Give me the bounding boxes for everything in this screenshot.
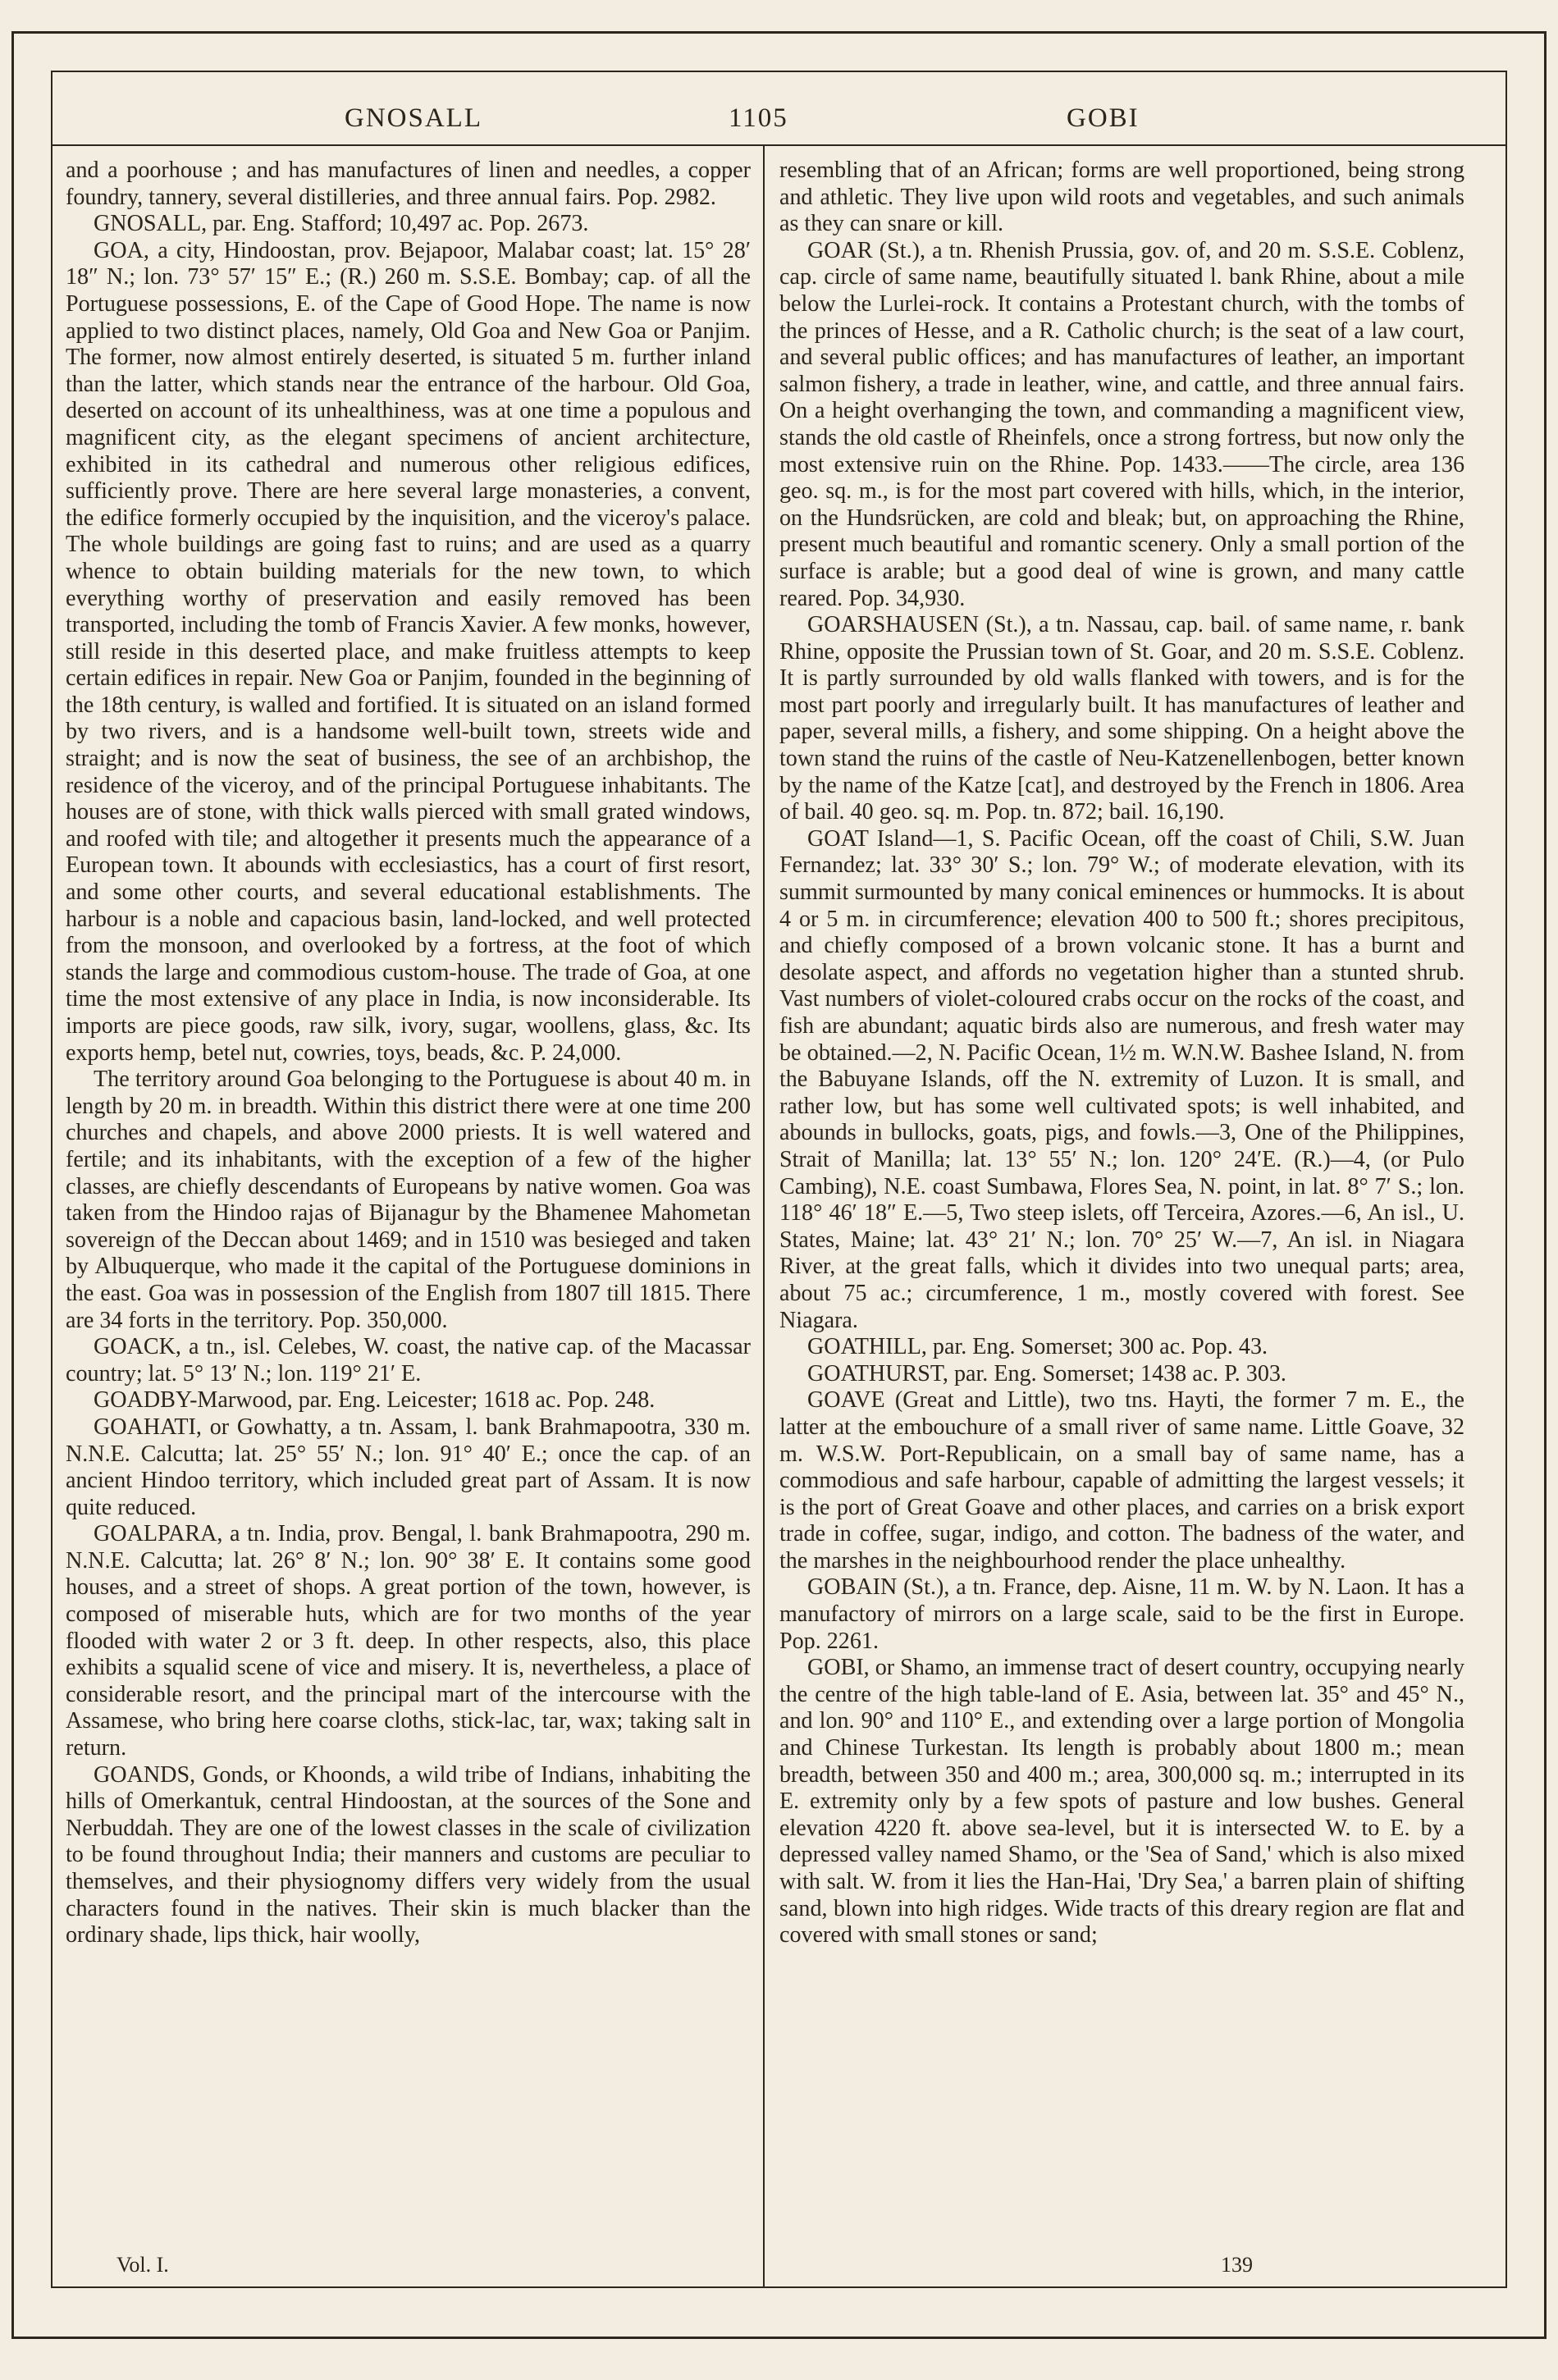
entry-headword: GOACK, [94, 1334, 181, 1360]
column-divider [763, 146, 765, 2287]
gazetteer-entry [779, 1334, 1464, 1361]
entry-text: and a poorhouse ; and has manufactures of linen and needles, a copper foundry, tannery, several distilleries, and three annual fairs. Pop. 2982. [66, 158, 751, 210]
entry-headword: GOALPARA, [94, 1521, 223, 1547]
entry-text: (St.), a tn. Rhenish Prussia, gov. of, and 20 m. S.S.E. Coblenz, cap. circle of same name, beautifully situated l. bank Rhine, about a mile below the Lurlei-rock. It contains a Protestant church, with the tombs of the princes of Hesse, and a R. Catholic church; is the seat of a law court, and several public offices; and has manufactures of leather, an important salmon fishery, a trade in leather, wine, and cattle, and three annual fairs. On a height overhanging the town, and commanding a magnificent view, stands the old castle of Rheinfels, once a strong fortress, but now only the most extensive ruin on the Rhine. Pop. 1433.——The circle, area 136 geo. sq. m., is for the most part covered with hills, which, in the interior, on the Hundsrücken, are cold and bleak; but, on approaching the Rhine, present much beautiful and romantic scenery. Only a small portion of the surface is arable; but a good deal of wine is grown, and many cattle reared. Pop. 34,930. [779, 237, 1464, 611]
gazetteer-entry [66, 1762, 751, 1949]
gazetteer-entry [66, 1414, 751, 1521]
running-head-left: GNOSALL [345, 103, 482, 133]
header-rule [51, 144, 1507, 146]
entry-text: a tn. India, prov. Bengal, l. bank Brahmapootra, 290 m. N.N.E. Calcutta; lat. 26° 8′ N.; lon. 90° 38′ E. It contains some good houses, and a street of shops. A great portion of the town, however, is composed of miserable huts, which are for two months of the year flooded with water 2 or 3 ft. deep. In other respects, also, this place exhibits a squalid scene of vice and misery. It is, nevertheless, a place of considerable resort, and the principal mart of the intercourse with the Assamese, who bring here coarse cloths, stick-lac, tar, wax; taking salt in return. [66, 1521, 751, 1761]
entry-text: The territory around Goa belonging to the Portuguese is about 40 m. in length by 20 m. in breadth. Within this district there were at one time 200 churches and chapels, and above 2000 priests. It is well watered and fertile; and its inhabitants, with the exception of a few of the higher classes, are chiefly descendants of Europeans by native women. Goa was taken from the Hindoo rajas of Bijanagur by the Bhamenee Mahometan sovereign of the Deccan about 1469; and in 1510 was besieged and taken by Albuquerque, who made it the capital of the Portuguese dominions in the east. Goa was in possession of the English from 1807 till 1815. There are 34 forts in the territory. Pop. 350,000. [66, 1067, 751, 1333]
gazetteer-entry [779, 1655, 1464, 1949]
gazetteer-entry [66, 158, 751, 211]
volume-signature: Vol. I. [117, 2253, 169, 2277]
gazetteer-entry [779, 158, 1464, 238]
entry-text: Gonds, or Khoonds, a wild tribe of Indians, inhabiting the hills of Omerkantuk, central Hindoostan, at the sources of the Sone and Nerbuddah. They are one of the lowest classes in the scale of civilization to be found throughout India; their manners and customs are peculiar to themselves, and their physiognomy differs very widely from the usual characters found in the natives. Their skin is much blacker than the ordinary shade, lips thick, hair woolly, [66, 1761, 751, 1948]
gazetteer-entry [66, 211, 751, 238]
entry-headword: GNOSALL, [94, 211, 208, 237]
gazetteer-entry [779, 1361, 1464, 1388]
gazetteer-entry [66, 1521, 751, 1761]
gazetteer-entry [779, 612, 1464, 826]
sheet-folio: 139 [1221, 2253, 1253, 2277]
gazetteer-entry [779, 1387, 1464, 1574]
entry-headword: GOAVE [807, 1387, 885, 1414]
gazetteer-entry [779, 826, 1464, 1334]
right-column [779, 158, 1464, 1949]
entry-text: or Gowhatty, a tn. Assam, l. bank Brahmapootra, 330 m. N.N.E. Calcutta; lat. 25° 55′ N.; lon. 91° 40′ E.; once the cap. of an ancient Hindoo territory, which included great part of Assam. It is now quite reduced. [66, 1414, 751, 1520]
entry-text: par. Eng. Stafford; 10,497 ac. Pop. 2673. [207, 211, 589, 237]
entry-text: a city, Hindoostan, prov. Bejapoor, Malabar coast; lat. 15° 28′ 18″ N.; lon. 73° 57′ 15″ E.; (R.) 260 m. S.S.E. Bombay; cap. of all the Portuguese possessions, E. of the Cape of Good Hope. The name is now applied to two distinct places, namely, Old Goa and New Goa or Panjim. The former, now almost entirely deserted, is situated 5 m. further inland than the latter, which stands near the entrance of the harbour. Old Goa, deserted on account of its unhealthiness, was at one time a populous and magnificent city, as the elegant specimens of ancient architecture, exhibited in its cathedral and numerous other religious edifices, sufficiently prove. There are here several large monasteries, a convent, the edifice formerly occupied by the inquisition, and the viceroy's palace. The whole buildings are going fast to ruins; and are used as a quarry whence to obtain building materials for the new town, to which everything worthy of preservation and easily removed has been transported, including the tomb of Francis Xavier. A few monks, however, still reside in this deserted place, and make fruitless attempts to keep certain edifices in repair. New Goa or Panjim, founded in the beginning of the 18th century, is walled and fortified. It is situated on an island formed by two rivers, and is a handsome well-built town, streets wide and straight; and is now the seat of business, the see of an archbishop, the residence of the viceroy, and of the principal Portuguese inhabitants. The houses are of stone, with thick walls pierced with small grated windows, and roofed with tile; and altogether it presents much the appearance of a European town. It abounds with ecclesiastics, has a court of first resort, and some other courts, and several educational establishments. The harbour is a noble and capacious basin, land-locked, and well protected from the monsoon, and overlooked by a fortress, at the foot of which stands the large and commodious custom-house. The trade of Goa, at one time the most extensive of any place in India, is now inconsiderable. Its imports are piece goods, raw silk, ivory, sugar, woollens, glass, &c. Its exports hemp, betel nut, cowries, toys, beads, &c. P. 24,000. [66, 237, 751, 1066]
entry-headword: GOATHURST, [807, 1360, 948, 1386]
gazetteer-entry [779, 1574, 1464, 1655]
left-column [66, 158, 751, 1949]
entry-headword: GOAHATI, [94, 1414, 202, 1440]
gazetteer-entry [66, 1387, 751, 1414]
gazetteer-entry [66, 1334, 751, 1387]
entry-text: par. Eng. Leicester; 1618 ac. Pop. 248. [292, 1387, 656, 1414]
gazetteer-entry [66, 1067, 751, 1334]
running-head-right: GOBI [1067, 103, 1140, 133]
entry-headword: GOADBY-Marwood, [94, 1387, 293, 1414]
entry-headword: GOARSHAUSEN [807, 612, 980, 638]
entry-text: (St.), a tn. France, dep. Aisne, 11 m. W. by N. Laon. It has a manufactory of mirrors on a large scale, said to be the first in Europe. Pop. 2261. [779, 1574, 1464, 1654]
entry-text: Island—1, S. Pacific Ocean, off the coast of Chili, S.W. Juan Fernandez; lat. 33° 30′ S.; lon. 79° W.; of moderate elevation, with its summit surmounted by many conical eminences or hummocks. It is about 4 or 5 m. in circumference; elevation 400 to 500 ft.; shores precipitous, and chiefly composed of a brown volcanic stone. It has a burnt and desolate aspect, and affords no vegetation higher than a stunted shrub. Vast numbers of violet-coloured crabs occur on the rocks of the coast, and fish are abundant; aquatic birds also are numerous, and fresh water may be obtained.—2, N. Pacific Ocean, 1½ m. W.N.W. Bashee Island, N. from the Babuyane Islands, off the N. extremity of Luzon. It is small, and rather low, but has some well cultivated spots; is well inhabited, and abounds in bullocks, goats, pigs, and fowls.—3, One of the Philippines, Strait of Manilla; lat. 13° 55′ N.; lon. 120° 24′E. (R.)—4, (or Pulo Cambing), N.E. coast Sumbawa, Flores Sea, N. point, in lat. 8° 7′ S.; lon. 118° 46′ 18″ E.—5, Two steep islets, off Terceira, Azores.—6, An isl., U. States, Maine; lat. 43° 21′ N.; lon. 70° 25′ W.—7, An isl. in Niagara River, at the great falls, which it divides into two unequal parts; area, about 75 ac.; circumference, 1 m., mostly covered with forest. See Niagara. [779, 825, 1464, 1333]
entry-text: par. Eng. Somerset; 1438 ac. P. 303. [948, 1360, 1286, 1386]
entry-headword: GOAR [807, 237, 873, 263]
entry-text: resembling that of an African; forms are well proportioned, being strong and athletic. They live upon wild roots and vegetables, and such animals as they can snare or kill. [779, 158, 1464, 237]
entry-text: par. Eng. Somerset; 300 ac. Pop. 43. [926, 1334, 1268, 1360]
page-number: 1105 [729, 103, 788, 133]
gazetteer-entry [779, 238, 1464, 612]
entry-text: (St.), a tn. Nassau, cap. bail. of same name, r. bank Rhine, opposite the Prussian town of St. Goar, and 20 m. S.S.E. Coblenz. It is partly surrounded by old walls flanked with towers, and is for the most part poorly and irregularly built. It has manufactures of leather and paper, several mills, a fishery, and some shipping. On a height above the town stand the ruins of the castle of Neu-Katzenellenbogen, better known by the name of the Katze [cat], and destroyed by the French in 1806. Area of bail. 40 geo. sq. m. Pop. tn. 872; bail. 16,190. [779, 612, 1464, 825]
entry-headword: GOANDS, [94, 1761, 196, 1788]
entry-headword: GOAT [807, 825, 869, 852]
entry-text: or Shamo, an immense tract of desert country, occupying nearly the centre of the high table-land of E. Asia, between lat. 35° and 45° N., and lon. 90° and 110° E., and extending over a large portion of Mongolia and Chinese Turkestan. Its length is probably about 1800 m.; mean breadth, between 350 and 400 m.; area, 300,000 sq. m.; interrupted in its E. extremity only by a few spots of pasture and low bushes. General elevation 4220 ft. above sea-level, but it is intersected W. to E. by a depressed valley named Shamo, or the 'Sea of Sand,' which is also mixed with salt. W. from it lies the Han-Hai, 'Dry Sea,' a barren plain of shifting sand, blown into high ridges. Wide tracts of this dreary region are flat and covered with small stones or sand; [779, 1655, 1464, 1948]
entry-headword: GOATHILL, [807, 1334, 927, 1360]
entry-headword: GOA, [94, 237, 149, 263]
entry-headword: GOBI, [807, 1655, 870, 1681]
entry-text: (Great and Little), two tns. Hayti, the former 7 m. E., the latter at the embouchure of a small river of same name. Little Goave, 32 m. W.S.W. Port-Republicain, on a small bay of same name, has a commodious and safe harbour, capable of admitting the largest vessels; it is the port of Great Goave and other places, and carries on a brisk export trade in coffee, sugar, indigo, and cotton. The badness of the water, and the marshes in the neighbourhood render the place unhealthy. [779, 1387, 1464, 1574]
entry-headword: GOBAIN [807, 1574, 898, 1601]
gazetteer-entry [66, 238, 751, 1067]
entry-text: a tn., isl. Celebes, W. coast, the native cap. of the Macassar country; lat. 5° 13′ N.; lon. 119° 21′ E. [66, 1334, 751, 1386]
